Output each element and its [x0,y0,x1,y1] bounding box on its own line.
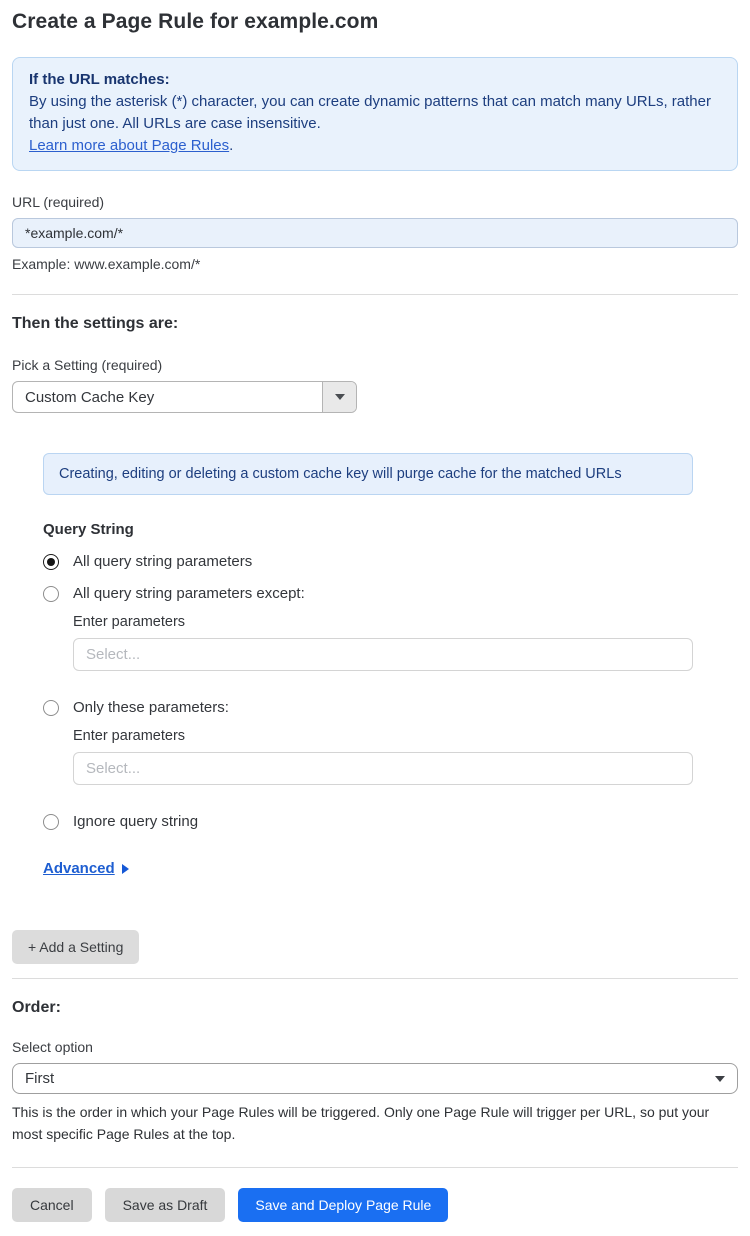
chevron-right-icon [122,864,129,874]
info-box-heading: If the URL matches: [29,71,170,88]
cache-key-notice: Creating, editing or deleting a custom cache key will purge cache for the matched URLs [43,453,693,495]
order-select[interactable] [12,1063,738,1094]
link-suffix: . [229,137,234,154]
advanced-link[interactable] [43,860,129,877]
url-label: URL (required) [12,194,105,210]
url-input[interactable] [12,218,738,248]
radio-label: Ignore query string [73,813,199,830]
url-helper: Example: www.example.com/* [12,256,201,272]
radio-label: All query string parameters [73,553,253,570]
divider [12,1167,738,1168]
info-box-body: By using the asterisk (*) character, you can create dynamic patterns that can match many URLs, rather than just one. All URLs are case insensitive. [29,93,711,132]
radio-label: All query string parameters except: [73,585,305,602]
radio-label: Only these parameters: [73,699,229,716]
radio-icon[interactable] [43,814,59,830]
enter-parameters-label: Enter parameters [73,614,186,630]
add-setting-button[interactable]: + Add a Setting [12,930,139,964]
radio-only-these-params[interactable] [43,699,738,716]
settings-heading: Then the settings are: [12,315,179,332]
divider [12,978,738,979]
setting-select-value: Custom Cache Key [25,388,155,406]
radio-all-query-params[interactable] [43,553,738,570]
cancel-button[interactable]: Cancel [12,1188,92,1222]
radio-all-params-except[interactable] [43,585,738,602]
save-deploy-button[interactable]: Save and Deploy Page Rule [238,1188,448,1222]
radio-icon[interactable] [43,700,59,716]
except-parameters-input[interactable] [73,638,693,671]
order-heading: Order: [12,999,61,1016]
chevron-down-icon [335,394,345,400]
radio-icon[interactable] [43,554,59,570]
radio-ignore-query-string[interactable] [43,813,738,830]
query-string-heading: Query String [43,521,134,538]
order-helper-text: This is the order in which your Page Rules will be triggered. Only one Page Rule will trigger per URL, so put your most specific Page Rules at the top. [12,1104,710,1142]
setting-select[interactable] [12,381,357,413]
url-match-info-box [12,57,738,171]
enter-parameters-label: Enter parameters [73,728,186,744]
info-box-link-line [29,135,721,157]
learn-more-link[interactable]: Learn more about Page Rules [29,137,230,154]
footer-actions [12,1188,738,1222]
save-draft-button[interactable]: Save as Draft [105,1188,226,1222]
setting-select-arrow-button[interactable] [322,382,356,412]
divider [12,294,738,295]
page-title: Create a Page Rule for example.com [12,10,379,33]
order-select-label: Select option [12,1039,93,1055]
radio-icon[interactable] [43,586,59,602]
order-select-value: First [25,1070,55,1087]
only-parameters-input[interactable] [73,752,693,785]
pick-setting-label: Pick a Setting (required) [12,357,163,373]
advanced-link-label: Advanced [43,860,115,877]
chevron-down-icon [715,1076,725,1082]
